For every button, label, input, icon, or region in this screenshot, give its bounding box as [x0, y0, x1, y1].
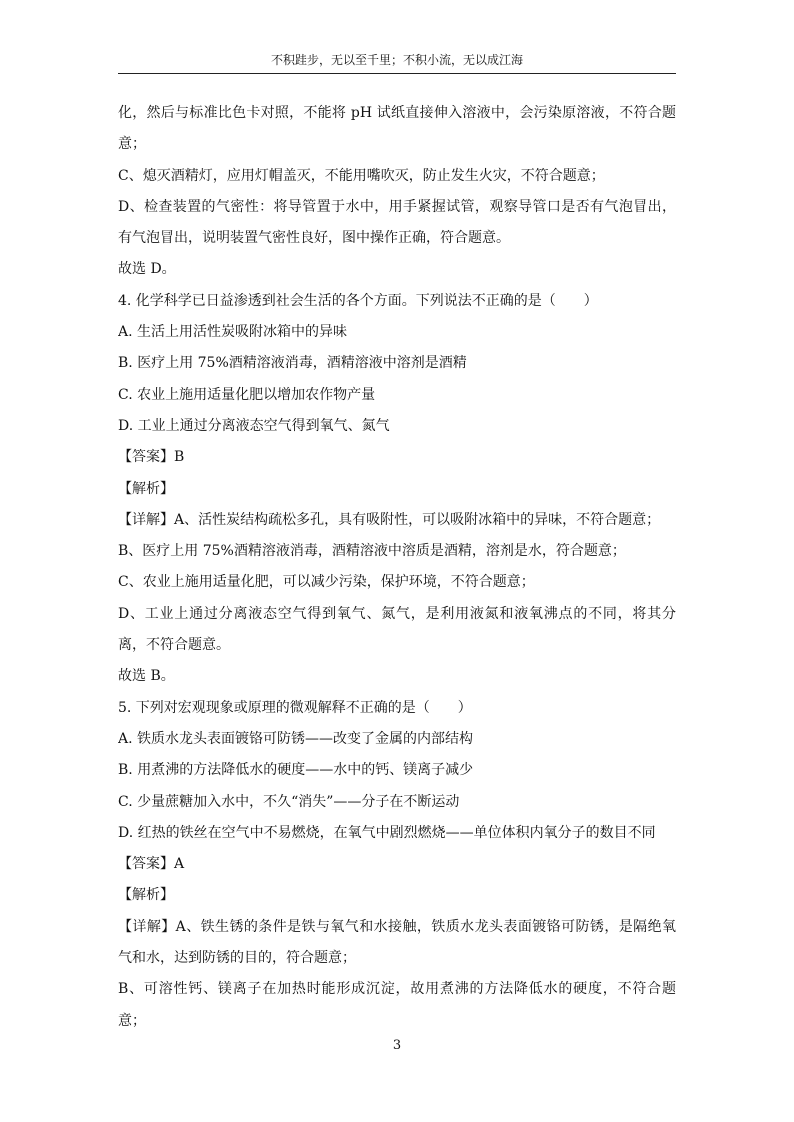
text-line: 【详解】A、铁生锈的条件是铁与氧气和水接触，铁质水龙头表面镀铬可防锈，是隔绝氧 [118, 918, 676, 935]
text-line: 离，不符合题意。 [118, 637, 230, 654]
text-line: 意； [118, 136, 146, 153]
page-header-motto: 不积跬步，无以至千里；不积小流，无以成江海 [270, 53, 523, 67]
option-line: C. 农业上施用适量化肥以增加农作物产量 [118, 386, 376, 403]
text-line: C、农业上施用适量化肥，可以减少污染，保护环境，不符合题意； [118, 574, 535, 591]
option-line: C. 少量蔗糖加入水中，不久“消失”——分子在不断运动 [118, 793, 460, 810]
text-line: B、可溶性钙、镁离子在加热时能形成沉淀，故用煮沸的方法降低水的硬度，不符合题 [118, 981, 676, 998]
option-line: A. 铁质水龙头表面镀铬可防锈——改变了金属的内部结构 [118, 730, 474, 747]
option-line: A. 生活上用活性炭吸附冰箱中的异味 [118, 324, 348, 341]
text-line: D、工业上通过分离液态空气得到氧气、氮气，是利用液氮和液氧沸点的不同，将其分 [118, 605, 676, 622]
text-line: 有气泡冒出，说明装置气密性良好，图中操作正确，符合题意。 [118, 230, 510, 247]
answer-line: 【答案】A [118, 856, 185, 873]
text-line: D、检查装置的气密性：将导管置于水中，用手紧握试管，观察导管口是否有气泡冒出， [118, 198, 676, 215]
option-line: D. 工业上通过分离液态空气得到氧气、氮气 [118, 417, 390, 434]
analysis-heading: 【解析】 [118, 887, 174, 904]
option-line: B. 用煮沸的方法降低水的硬度——水中的钙、镁离子减少 [118, 762, 474, 779]
text-line: 故选 D。 [118, 261, 176, 278]
text-line: 气和水，达到防锈的目的，符合题意； [118, 950, 356, 967]
answer-line: 【答案】B [118, 449, 185, 466]
question-stem: 4. 化学科学已日益渗透到社会生活的各个方面。下列说法不正确的是（ ） [118, 292, 598, 309]
text-line: 【详解】A、活性炭结构疏松多孔，具有吸附性，可以吸附冰箱中的异味，不符合题意； [118, 511, 661, 528]
document-body [118, 98, 676, 1037]
page-number: 3 [392, 1038, 402, 1053]
option-line: B. 医疗上用 75%酒精溶液消毒，酒精溶液中溶剂是酒精 [118, 355, 467, 372]
text-line: 化，然后与标准比色卡对照，不能将 pH 试纸直接伸入溶液中，会污染原溶液，不符合题 [118, 105, 676, 121]
analysis-heading: 【解析】 [118, 480, 174, 497]
text-line: 故选 B。 [118, 668, 175, 685]
text-line: B、医疗上用 75%酒精溶液消毒，酒精溶液中溶质是酒精，溶剂是水，符合题意； [118, 543, 626, 560]
text-line: 意； [118, 1012, 146, 1029]
text-line: C、熄灭酒精灯，应用灯帽盖灭，不能用嘴吹灭，防止发生火灾，不符合题意； [118, 167, 605, 184]
option-line: D. 红热的铁丝在空气中不易燃烧，在氧气中剧烈燃烧——单位体积内氧分子的数目不同 [118, 824, 656, 841]
question-stem: 5. 下列对宏观现象或原理的微观解释不正确的是（ ） [118, 699, 472, 716]
header-divider [118, 73, 676, 74]
